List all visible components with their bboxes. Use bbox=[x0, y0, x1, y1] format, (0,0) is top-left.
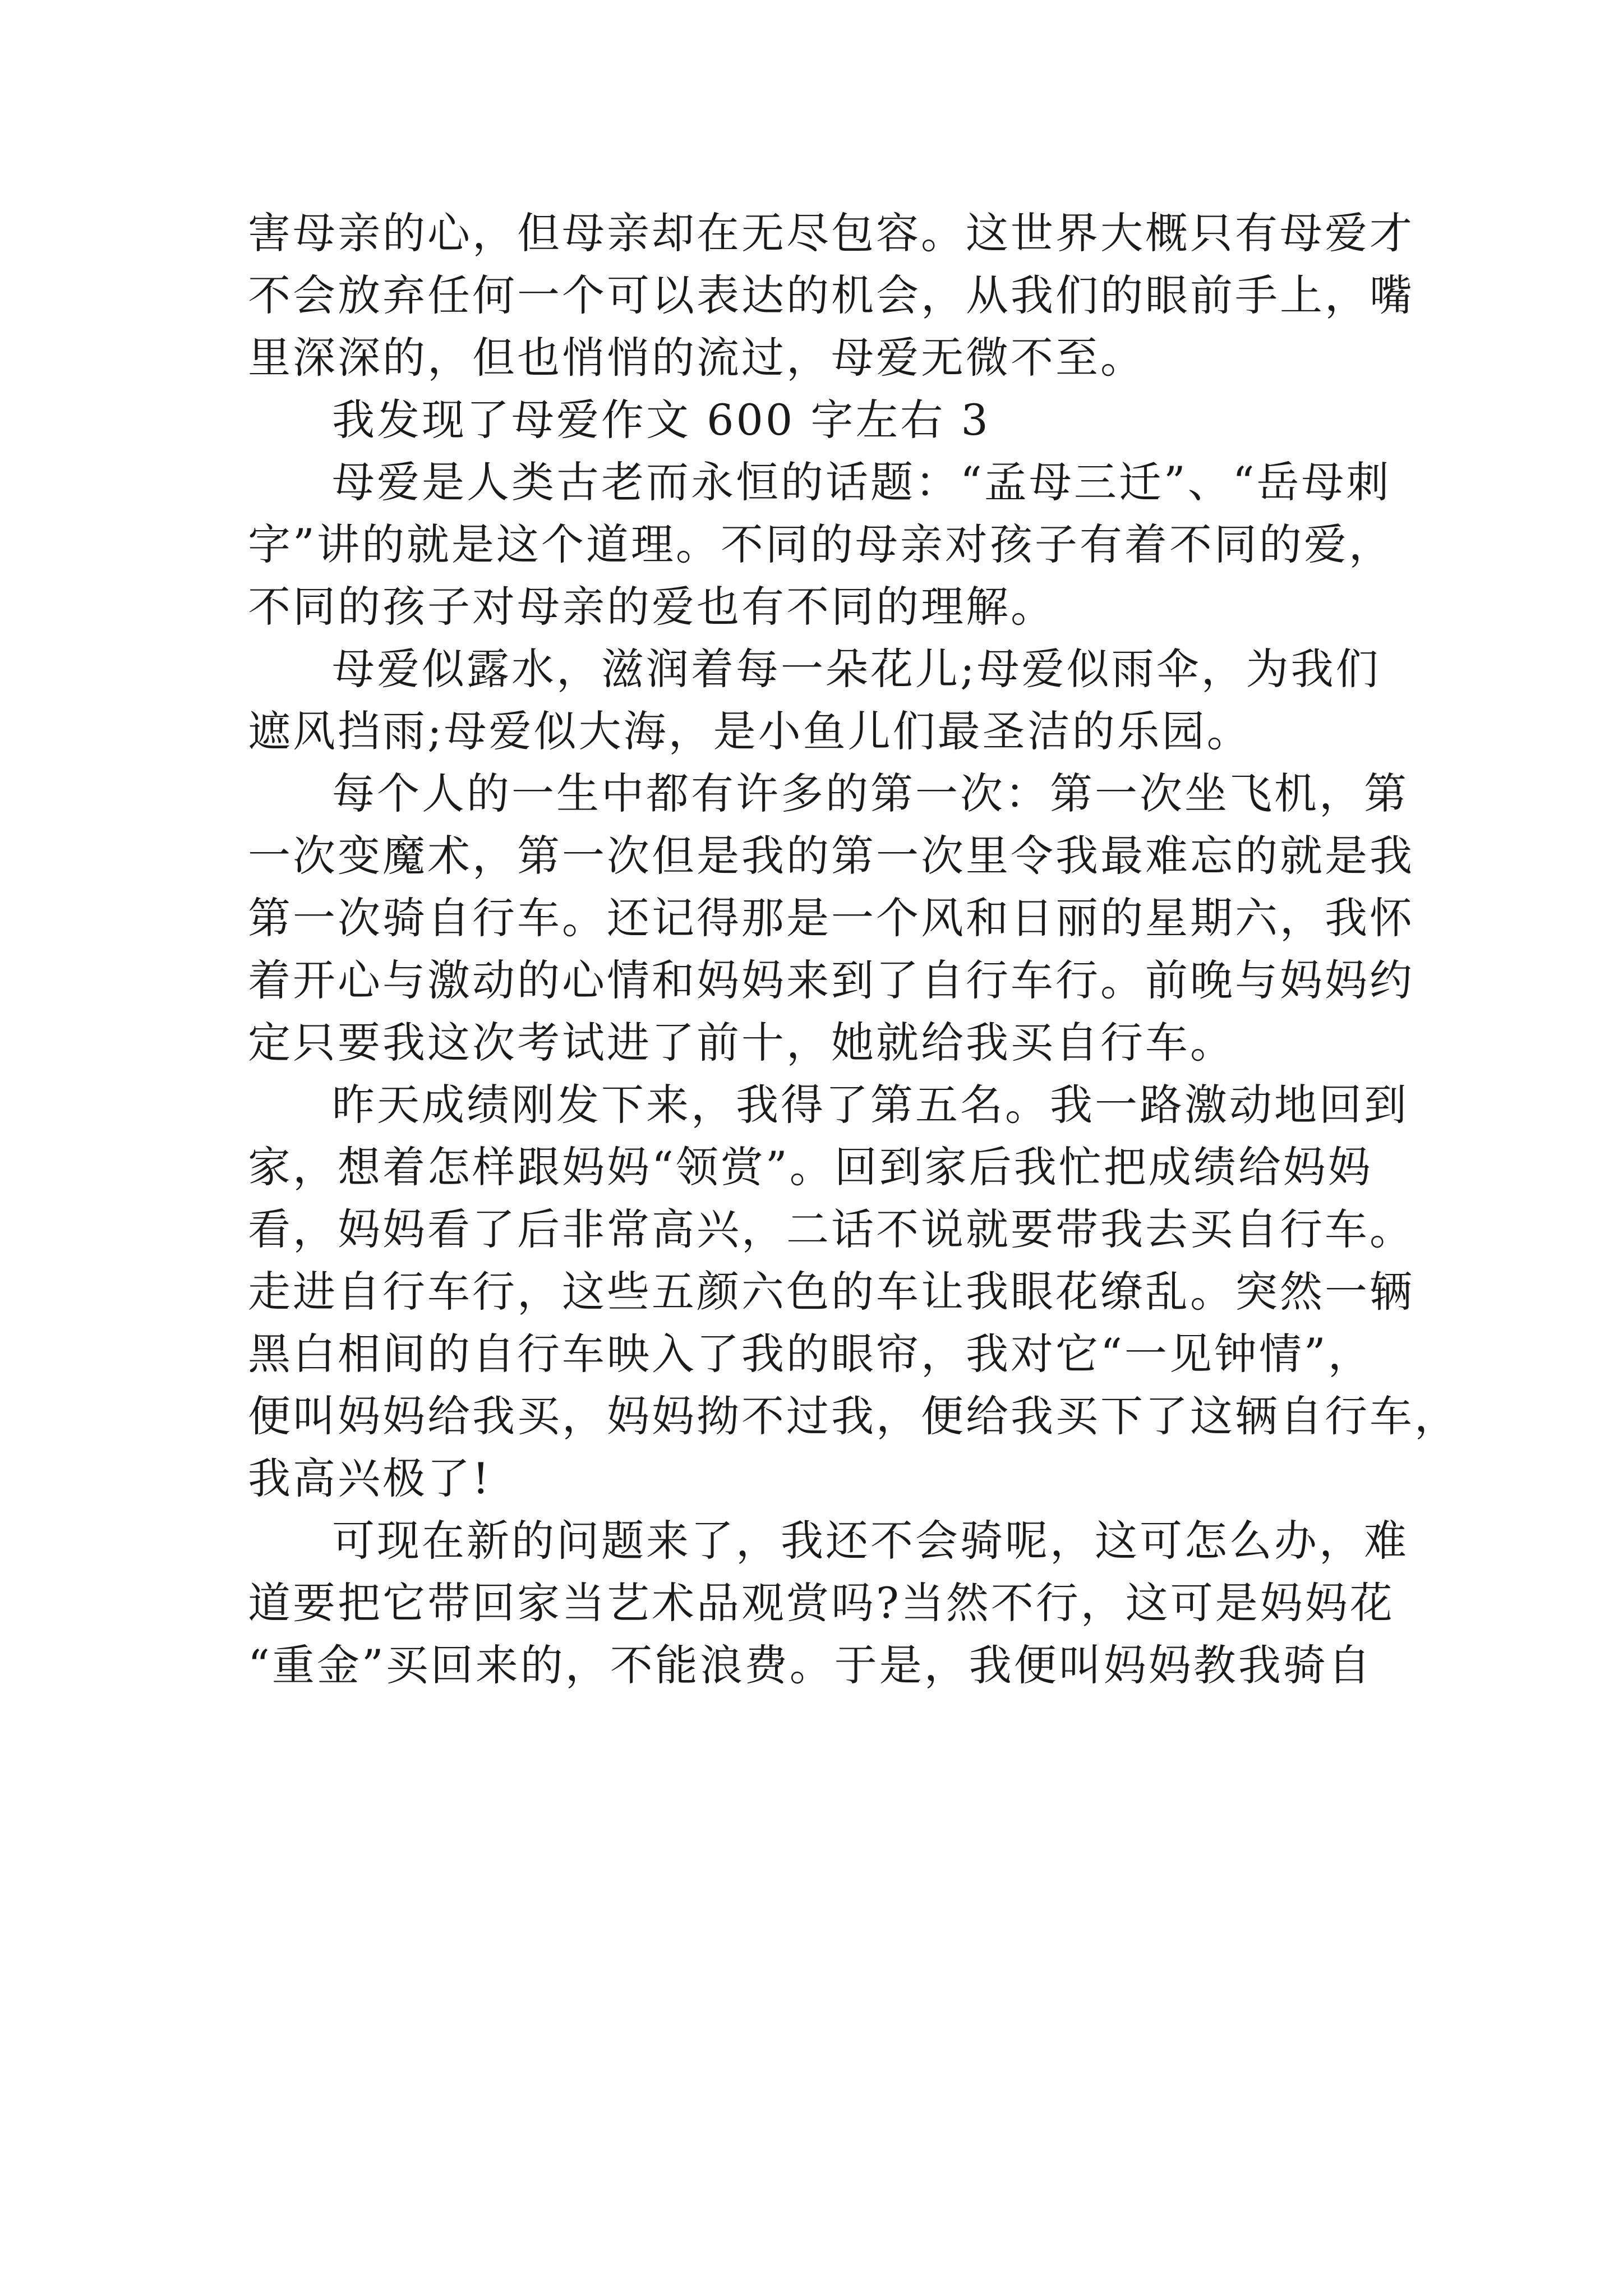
text-line: “重金”买回来的，不能浪费。于是，我便叫妈妈教我骑自 bbox=[248, 1640, 1373, 1690]
text-line: 走进自行车行，这些五颜六色的车让我眼花缭乱。突然一辆 bbox=[248, 1267, 1414, 1317]
text-line: 道要把它带回家当艺术品观赏吗?当然不行，这可是妈妈花 bbox=[248, 1578, 1395, 1628]
section-heading: 我发现了母爱作文 600 字左右 3 bbox=[332, 395, 990, 445]
text-line: 每个人的一生中都有许多的第一次：第一次坐飞机，第 bbox=[332, 769, 1409, 818]
text-line: 母爱似露水，滋润着每一朵花儿;母爱似雨伞，为我们 bbox=[332, 644, 1381, 694]
text-line: 第一次骑自行车。还记得那是一个风和日丽的星期六，我怀 bbox=[248, 893, 1414, 943]
text-line: 不会放弃任何一个可以表达的机会，从我们的眼前手上，嘴 bbox=[248, 270, 1414, 320]
text-line: 黑白相间的自行车映入了我的眼帘，我对它“一见钟情”， bbox=[248, 1329, 1373, 1379]
text-line: 看，妈妈看了后非常高兴，二话不说就要带我去买自行车。 bbox=[248, 1204, 1414, 1254]
text-line: 定只要我这次考试进了前十，她就给我买自行车。 bbox=[248, 1018, 1235, 1068]
text-line: 家，想着怎样跟妈妈“领赏”。回到家后我忙把成绩给妈妈 bbox=[248, 1142, 1373, 1192]
text-line: 字”讲的就是这个道理。不同的母亲对孩子有着不同的爱， bbox=[248, 519, 1394, 569]
text-line: 里深深的，但也悄悄的流过，母爱无微不至。 bbox=[248, 333, 1145, 383]
text-line: 我高兴极了! bbox=[248, 1453, 492, 1503]
text-line: 着开心与激动的心情和妈妈来到了自行车行。前晚与妈妈约 bbox=[248, 955, 1414, 1005]
document-body bbox=[248, 202, 1459, 1696]
text-line: 母爱是人类古老而永恒的话题：“孟母三迁”、“岳母刺 bbox=[332, 457, 1391, 507]
text-line: 可现在新的问题来了，我还不会骑呢，这可怎么办，难 bbox=[332, 1516, 1409, 1566]
text-line: 遮风挡雨;母爱似大海，是小鱼儿们最圣洁的乐园。 bbox=[248, 706, 1252, 756]
text-line: 不同的孩子对母亲的爱也有不同的理解。 bbox=[248, 582, 1055, 632]
text-line: 害母亲的心，但母亲却在无尽包容。这世界大概只有母爱才 bbox=[248, 208, 1414, 258]
text-line: 昨天成绩刚发下来，我得了第五名。我一路激动地回到 bbox=[332, 1080, 1409, 1130]
text-line: 便叫妈妈给我买，妈妈拗不过我，便给我买下了这辆自行车， bbox=[248, 1391, 1459, 1441]
text-line: 一次变魔术，第一次但是我的第一次里令我最难忘的就是我 bbox=[248, 831, 1414, 881]
